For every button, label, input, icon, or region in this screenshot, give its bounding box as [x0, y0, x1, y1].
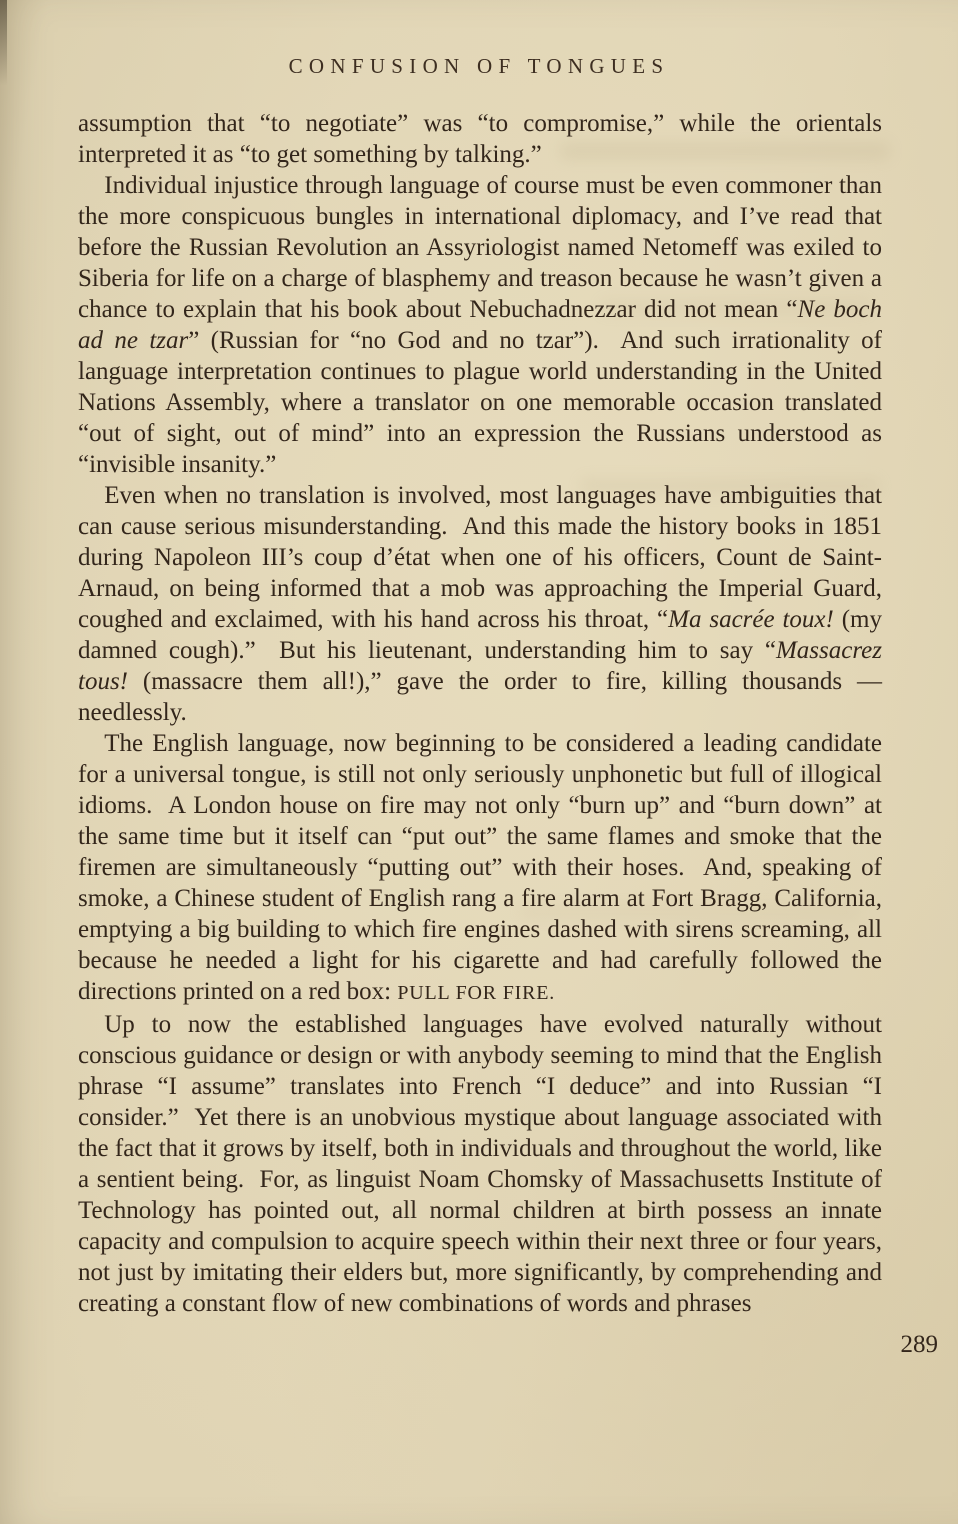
text-segment: Individual injustice through language of course must be even commoner than the more conspicuous bungles in international diplomacy, and I’ve read that before the Russian Revolution an Assyriologist named Netomeff was exiled to Siberia for life on a charge of blasphemy and treason because he wasn’t given a chance to explain that his book about Nebuchadnezzar did not mean “ — [78, 172, 889, 323]
binding-shadow — [0, 0, 7, 95]
paragraph — [78, 480, 889, 728]
paragraph — [78, 728, 889, 1009]
text-segment: ” (Russian for “no God and no tzar”). And such irrationality of language interpretation continues to plague world understanding in the United Nations Assembly, where a translator on one memorable occasion translated “out of sight, out of mind” into an expression the Russians understood as “invisible insanity.” — [78, 327, 889, 478]
paragraph — [78, 170, 889, 480]
text-segment: (my damned cough).” But his lieutenant, understanding him to say “ — [78, 606, 889, 664]
text-segment-italic: Ne boch ad ne tzar — [78, 296, 889, 354]
body-text — [78, 108, 889, 1319]
paragraph — [78, 1009, 889, 1319]
page-number: 289 — [900, 1331, 938, 1358]
text-segment: Up to now the established languages have evolved naturally without conscious guidance or design or with anybody seeming to mind that the English phrase “I assume” translates into French “I deduce” and into Russian “I consider.” Yet there is an unobvious mystique about language associated with the fact that it grows by itself, both in individuals and throughout the world, like a sentient being. For, as linguist Noam Chomsky of Massachusetts Institute of Technology has pointed out, all normal children at birth possess an innate capacity and compulsion to acquire speech within their next three or four years, not just by imitating their elders but, more significantly, by comprehending and creating a constant flow of new combinations of words and phrases — [78, 1011, 889, 1317]
text-segment: The English language, now beginning to be considered a leading candidate for a universal tongue, is still not only seriously unphonetic but full of illogical idioms. A London house on fire may not only “burn up” and “burn down” at the same time but it itself can “put out” the same flames and smoke that the firemen are simultaneously “putting out” with their hoses. And, speaking of smoke, a Chinese student of English rang a fire alarm at Fort Bragg, California, emptying a big building to which fire engines dashed with sirens screaming, all because he needed a light for his cigarette and had carefully followed the directions printed on a red box: — [78, 730, 889, 1005]
paragraph — [78, 108, 889, 170]
text-segment: assumption that “to negotiate” was “to compromise,” while the orientals interpreted it as “to get something by talking.” — [78, 110, 889, 168]
text-segment-italic: Ma sacrée toux! — [668, 606, 834, 633]
running-header: CONFUSION OF TONGUES — [288, 54, 670, 78]
text-segment-smallcaps: PULL FOR FIRE. — [397, 982, 556, 1004]
text-segment: (massacre them all!),” gave the order to fire, killing thousands — needlessly. — [78, 668, 889, 726]
text-segment: Even when no translation is involved, most languages have ambiguities that can cause serious misunderstanding. And this made the history books in 1851 during Napoleon III’s coup d’état when one of his officers, Count de Saint-Arnaud, on being informed that a mob was approaching the Imperial Guard, coughed and exclaimed, with his hand across his throat, “ — [78, 482, 889, 633]
text-segment-italic: Massacrez tous! — [78, 637, 889, 695]
